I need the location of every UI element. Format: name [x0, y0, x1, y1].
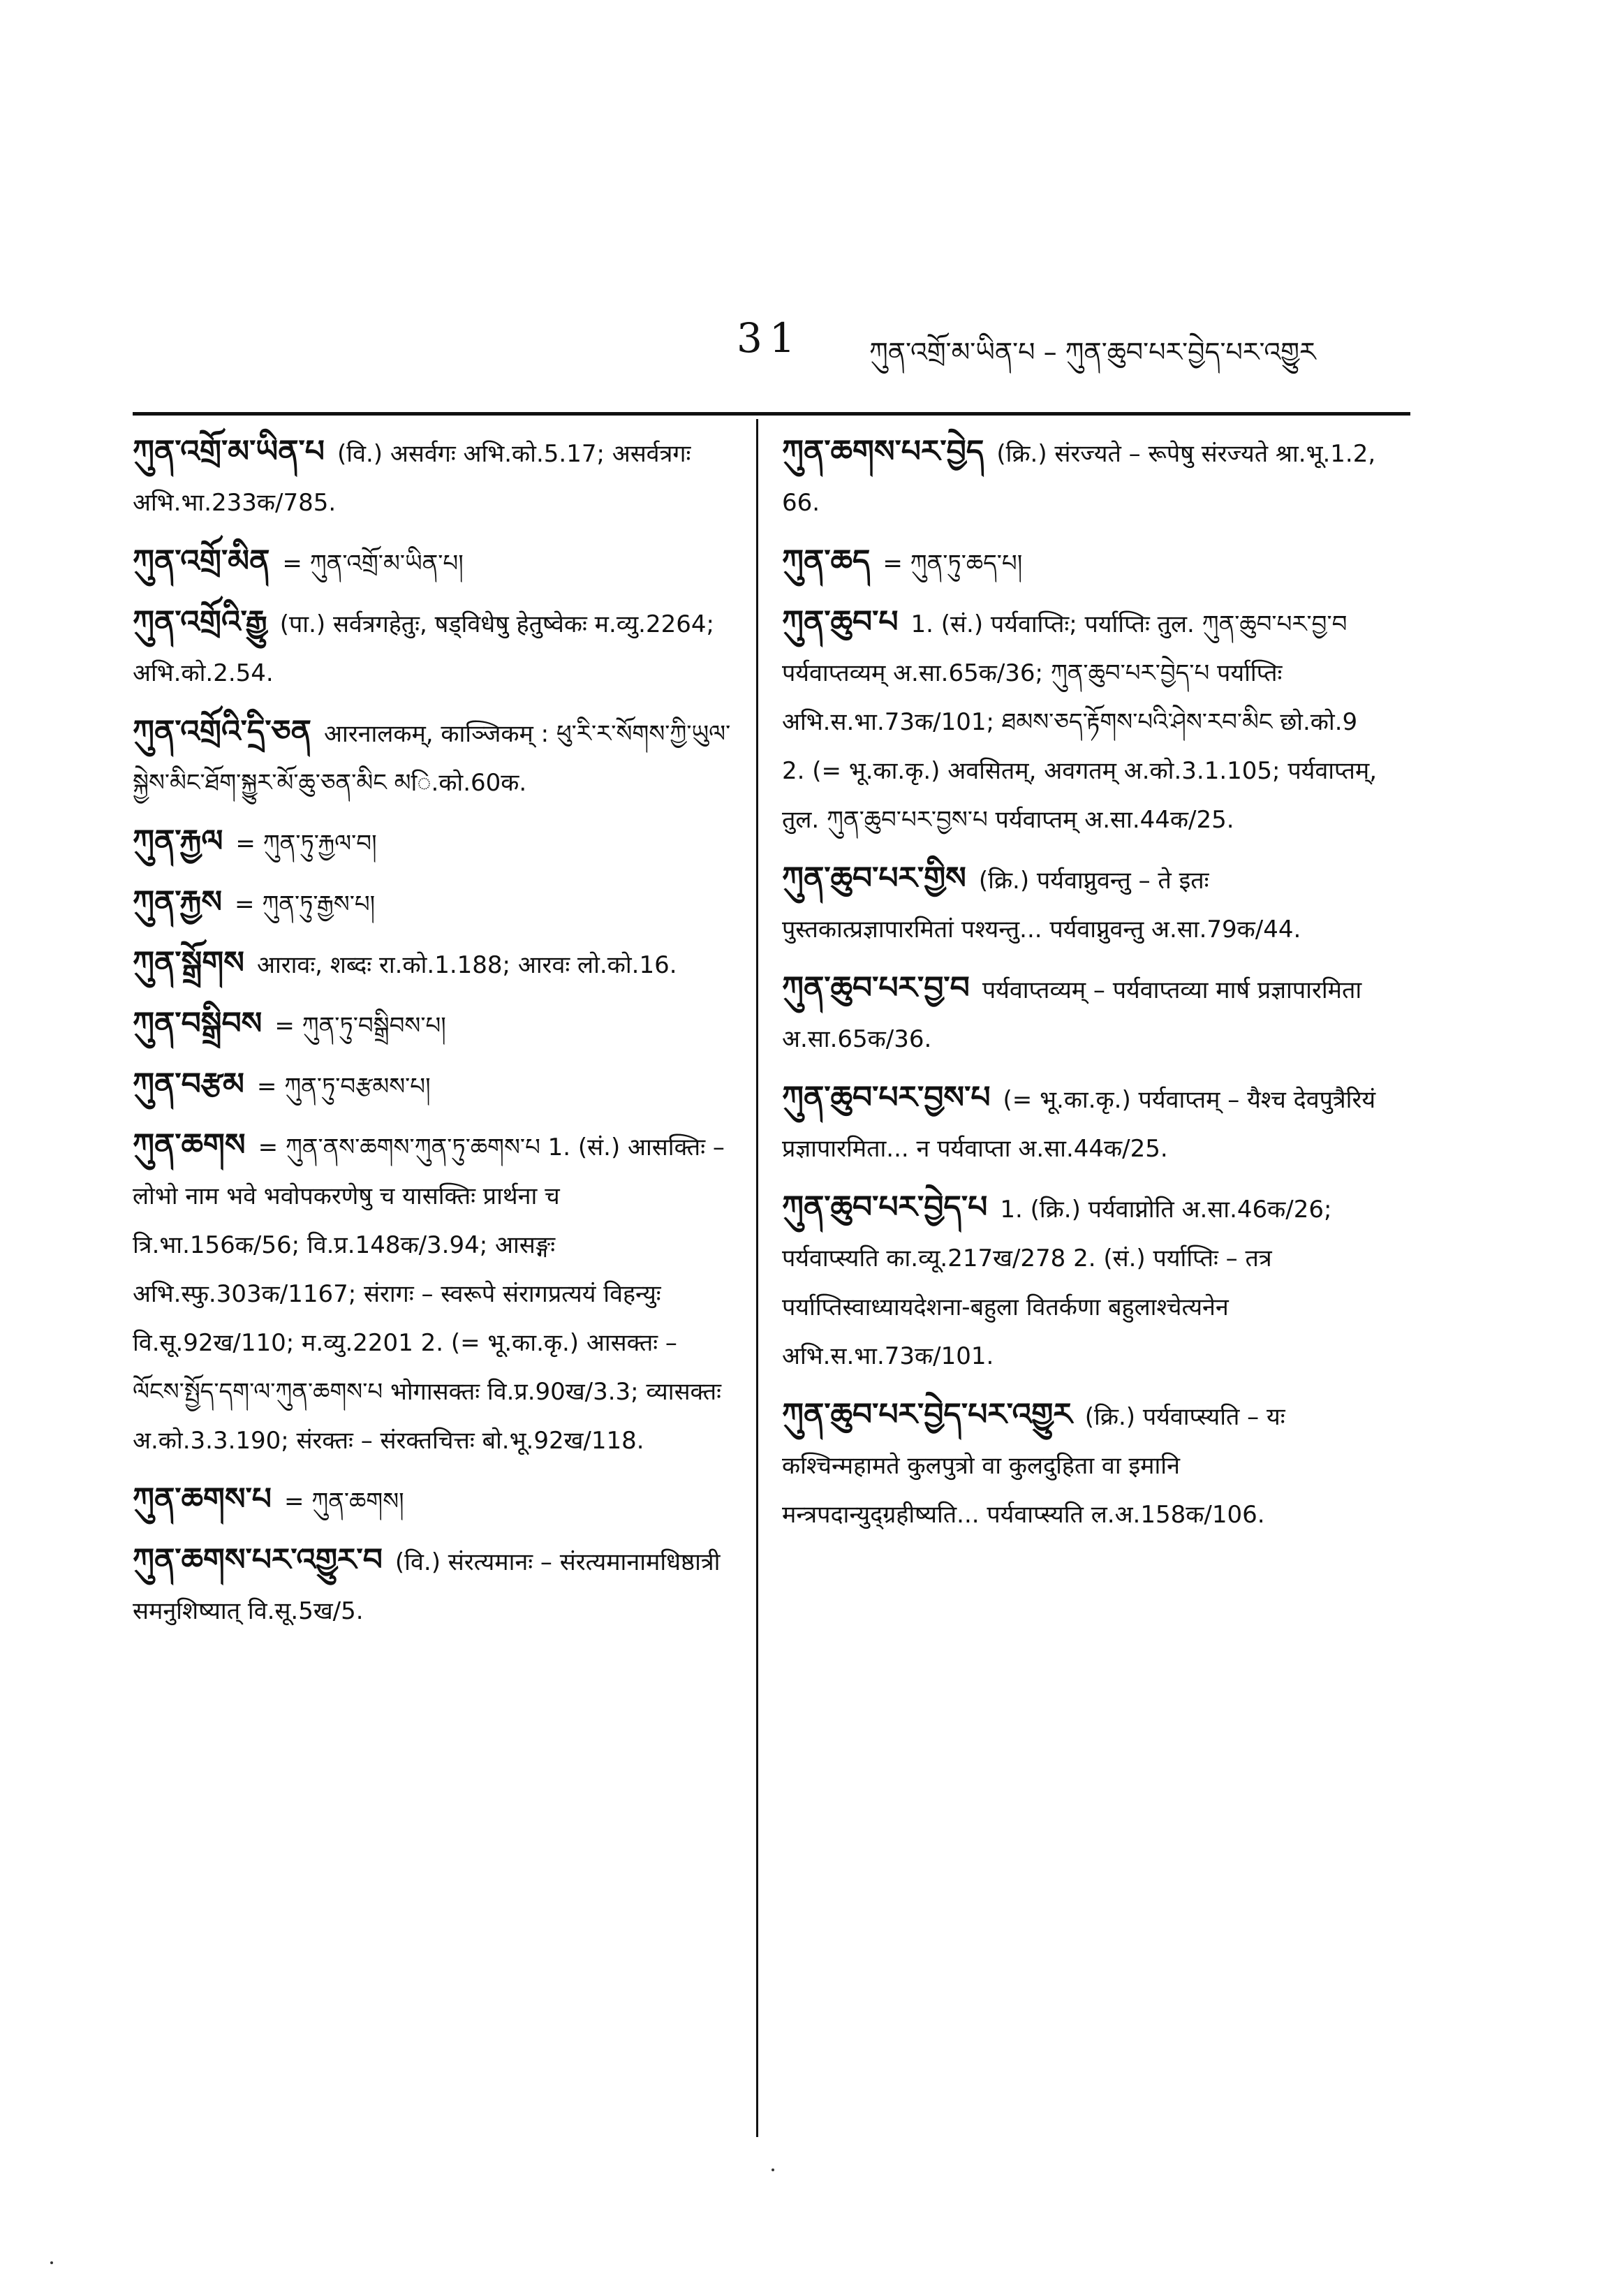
- entry-text: आरनालकम्, काञ्जिकम् : ཕུ་རི་ར་སོགས་ཀྱི་ཡུལ་སྐྱེས་མིང་ཐོག་སྐྱུར་མོ་ཆུ་ཅན་མིང མि.को.60क.: [133, 720, 731, 797]
- entry-text: = ཀུན་ཏུ་རྒྱས་པ།: [235, 890, 376, 918]
- entry-text: 1. (क्रि.) पर्यवाप्नोति अ.सा.46क/26; पर्यवाप्स्यति का.व्यू.217ख/278 2. (सं.) पर्याप्तिः – तत्र पर्याप्तिस्वाध्यायदेशना-बहुला वितर्कणा बहुलाश्चेत्यनेन अभि.स.भा.73क/101.: [782, 1196, 1332, 1370]
- dictionary-entry: [782, 1073, 1382, 1173]
- entry-headword: ཀུན་འགྲོའི་དྲི་ཅན: [133, 714, 311, 749]
- entry-headword: ཀུན་འགྲོ་མིན: [133, 543, 270, 579]
- entry-text: = ཀུན་ཏུ་རྐྱལ་བ།: [235, 830, 377, 858]
- entry-text: = ཀུན་ཏུ་བརྩམས་པ།: [256, 1073, 431, 1101]
- entry-text: = ཀུན་འགྲོ་མ་ཡིན་པ།: [282, 550, 464, 578]
- dictionary-entry: [782, 854, 1382, 954]
- entry-text: (वि.) संरत्यमानः – संरत्यमानामधिष्ठात्री समनुशिष्यात् वि.सू.5ख/5.: [133, 1548, 721, 1625]
- entry-text: = ཀུན་ཏུ་ཆད་པ།: [883, 550, 1023, 578]
- entry-text: (पा.) सर्वत्रगहेतुः, षड्विधेषु हेतुष्वेकः म.व्यु.2264; अभि.को.2.54.: [133, 610, 714, 687]
- entry-headword: ཀུན་རྐྱས: [133, 884, 223, 920]
- dictionary-entry: [133, 878, 733, 929]
- scan-speck: [772, 2168, 774, 2171]
- entry-text: (= भू.का.कृ.) पर्यवाप्तम् – यैश्च देवपुत्रैरियं प्रज्ञापारमिता... न पर्यवाप्ता अ.सा.44क/25.: [782, 1086, 1376, 1163]
- entry-headword: ཀུན་ཆུབ་པར་བྱས་པ: [782, 1080, 991, 1115]
- right-column: [782, 427, 1382, 1549]
- entry-text: (क्रि.) पर्यवाप्नुवन्तु – ते इतः पुस्तकात्प्रज्ञापारमितां पश्यन्तु... पर्यवाप्नुवन्तु अ.सा.79क/44.: [782, 867, 1301, 944]
- dictionary-entry: [782, 427, 1382, 527]
- entry-headword: ཀུན་ཆུབ་པར་གྱིས: [782, 860, 966, 896]
- header-rule: [133, 412, 1410, 416]
- entry-text: (वि.) असर्वगः अभि.को.5.17; असर्वत्रगः अभि.भा.233क/785.: [133, 440, 691, 517]
- entry-headword: ཀུན་ཆད: [782, 543, 871, 579]
- page-number: 31: [737, 314, 802, 362]
- entry-text: 1. (सं.) पर्यवाप्तिः; पर्याप्तिः तुल. ཀུན་ཆུབ་པར་བྱ་བ पर्यवाप्तव्यम् अ.सा.65क/36; ཀུན་ཆུབ་པར་བྱེད་པ पर्याप्तिः अभि.स.भा.73क/101; ཐམས་ཅད་རྟོགས་པའི་ཤེས་རབ་མིང छो.को.9 2. (= भू.का.कृ.) अवसितम्, अवगतम् अ.को.3.1.105; पर्यवाप्तम्, तुल. ཀུན་ཆུབ་པར་བྱས་པ पर्यवाप्तम् अ.सा.44क/25.: [782, 610, 1378, 834]
- dictionary-entry: [133, 817, 733, 868]
- entry-headword: ཀུན་བརྩམ: [133, 1066, 244, 1102]
- left-column: [133, 427, 733, 1645]
- dictionary-entry: [133, 537, 733, 588]
- entry-headword: ཀུན་ཆགས་པར་འགྱུར་བ: [133, 1542, 383, 1578]
- entry-text: = ཀུན་ཏུ་བསྒྲིབས་པ།: [274, 1012, 446, 1040]
- page-header: [0, 314, 1624, 367]
- entry-headword: ཀུན་ཆུབ་པར་བྱེད་པ: [782, 1189, 988, 1225]
- entry-text: आरावः, शब्दः रा.को.1.188; आरवः लो.को.16.: [256, 951, 677, 979]
- entry-headword: ཀུན་སྒྲོགས: [133, 945, 244, 981]
- dictionary-entry: [782, 537, 1382, 588]
- column-divider: [756, 419, 758, 2137]
- dictionary-entry: [133, 1121, 733, 1465]
- entry-headword: ཀུན་ཆགས་པར་བྱེད: [782, 434, 984, 469]
- dictionary-entry: [133, 1475, 733, 1526]
- dictionary-entry: [133, 427, 733, 527]
- dictionary-entry: [133, 939, 733, 990]
- dictionary-entry: [782, 964, 1382, 1064]
- dictionary-entry: [782, 1183, 1382, 1381]
- entry-headword: ཀུན་ཆགས་པ: [133, 1481, 272, 1517]
- entry-text: = ཀུན་ནས་ཆགས་ཀུན་ཏུ་ཆགས་པ 1. (सं.) आसक्तिः – लोभो नाम भवे भवोपकरणेषु च यासक्तिः प्रार्थना च त्रि.भा.156क/56; वि.प्र.148क/3.94; आसङ्गः अभि.स्फु.303क/1167; संरागः – स्वरूपे संरागप्रत्ययं विहन्युः वि.सू.92ख/110; म.व्यु.2201 2. (= भू.का.कृ.) आसक्तः – ལོངས་སྤྱོད་དག་ལ་ཀུན་ཆགས་པ भोगासक्तः वि.प्र.90ख/3.3; व्यासक्तः अ.को.3.3.190; संरक्तः – संरक्तचित्तः बो.भू.92ख/118.: [133, 1133, 725, 1455]
- entry-headword: ཀུན་ཆུབ་པར་བྱེད་པར་འགྱུར: [782, 1397, 1072, 1432]
- entry-headword: ཀུན་བསྒྲིབས: [133, 1006, 263, 1041]
- dictionary-entry: [782, 598, 1382, 844]
- dictionary-entry: [133, 1536, 733, 1636]
- entry-headword: ཀུན་འགྲོ་མ་ཡིན་པ: [133, 434, 325, 469]
- scan-speck: [50, 2261, 53, 2264]
- dictionary-entry: [133, 999, 733, 1050]
- dictionary-entry: [133, 1060, 733, 1111]
- entry-text: = ཀུན་ཆགས།: [284, 1488, 404, 1515]
- entry-text: पर्यवाप्तव्यम् – पर्यवाप्तव्या मार्ष प्रज्ञापारमिता अ.सा.65क/36.: [782, 976, 1362, 1053]
- entry-headword: ཀུན་ཆགས: [133, 1127, 246, 1163]
- entry-headword: ཀུན་ཆུབ་པར་བྱ་བ: [782, 970, 970, 1006]
- running-head: ཀུན་འགྲོ་མ་ཡིན་པ – ཀུན་ཆུབ་པར་བྱེད་པར་འགྱུར: [869, 337, 1316, 367]
- entry-headword: ཀུན་འགྲོའི་རྒྱུ: [133, 604, 267, 640]
- entry-headword: ཀུན་རྐྱལ: [133, 823, 223, 859]
- entry-headword: ཀུན་ཆུབ་པ: [782, 604, 899, 640]
- dictionary-entry: [133, 598, 733, 698]
- dictionary-entry: [782, 1390, 1382, 1539]
- entry-text: (क्रि.) संरज्यते – रूपेषु संरज्यते श्रा.भू.1.2, 66.: [782, 440, 1376, 517]
- entry-text: (क्रि.) पर्यवाप्स्यति – यः कश्चिन्महामते कुलपुत्रो वा कुलदुहिता वा इमानि मन्त्रपदान्युद्ग्रहीष्यति... पर्यवाप्स्यति ल.अ.158क/106.: [782, 1403, 1285, 1529]
- dictionary-entry: [133, 707, 733, 807]
